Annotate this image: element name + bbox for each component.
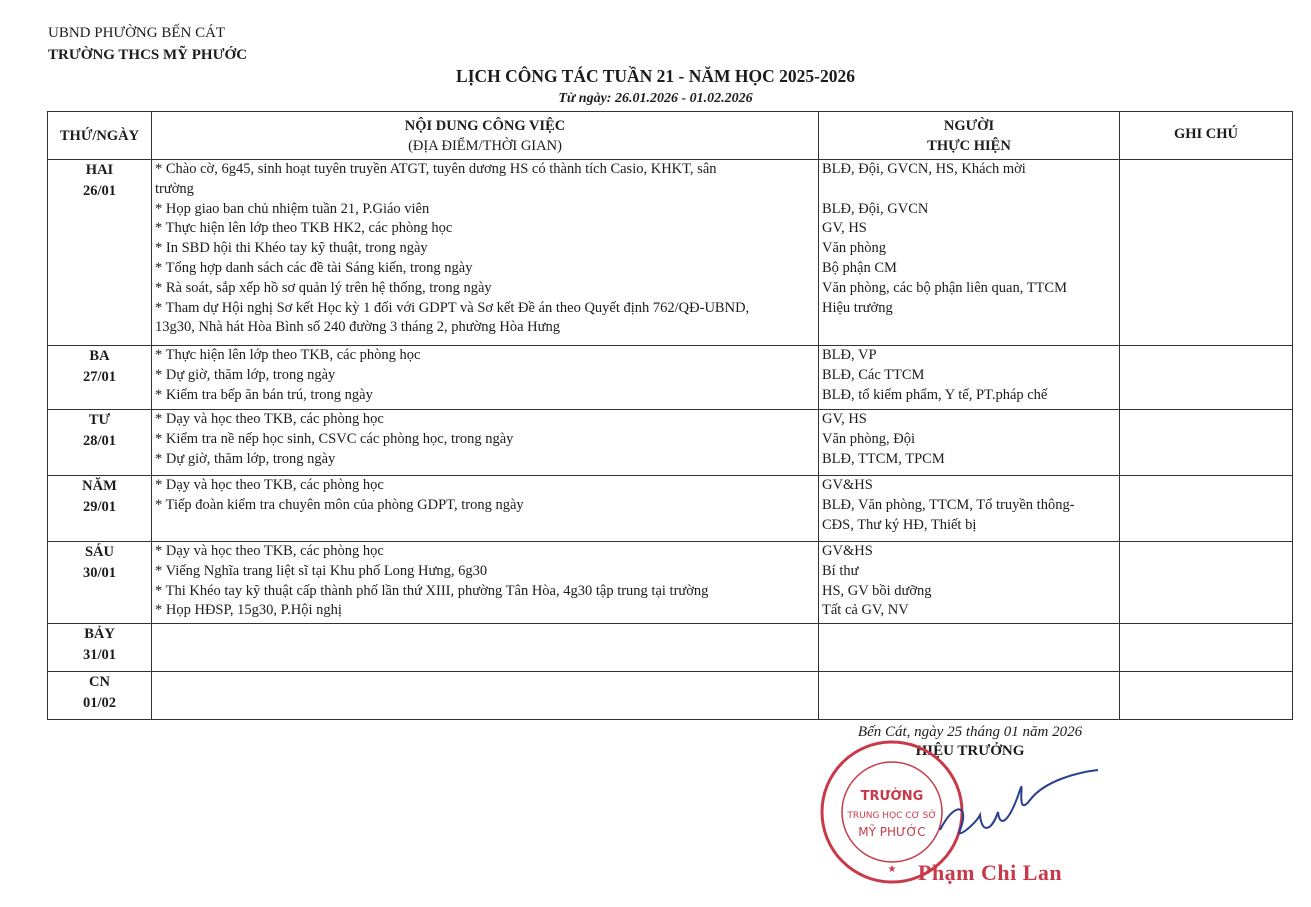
day-name: BẢY <box>84 626 115 642</box>
signer-name: Phạm Chi Lan <box>918 860 1063 885</box>
task-line: * Họp giao ban chủ nhiệm tuần 21, P.Giáo viên <box>155 200 430 217</box>
tasks-cell <box>152 410 819 476</box>
person-line: HS, GV bồi dưỡng <box>822 582 932 599</box>
people-cell <box>819 476 1120 542</box>
day-name: SÁU <box>84 544 114 560</box>
day-cell <box>48 410 152 476</box>
task-line: * Thực hiện lên lớp theo TKB HK2, các phòng học <box>155 220 453 237</box>
task-line: * Dạy và học theo TKB, các phòng học <box>155 543 384 559</box>
table-row <box>48 160 1293 346</box>
header-day: THỨ/NGÀY <box>48 112 152 160</box>
svg-text:TRƯỜNG: TRƯỜNG <box>860 789 924 804</box>
person-line: Văn phòng, Đội <box>822 430 916 447</box>
day-name: HAI <box>85 162 114 178</box>
note-cell <box>1120 542 1293 624</box>
day-name: NĂM <box>82 478 117 494</box>
people-cell <box>819 410 1120 476</box>
person-line: GV, HS <box>822 220 867 237</box>
school-name: TRƯỜNG THCS MỸ PHƯỚC <box>48 47 248 63</box>
task-line: * Viếng Nghĩa trang liệt sĩ tại Khu phố Long Hưng, 6g30 <box>155 562 488 579</box>
tasks-cell <box>152 624 819 672</box>
day-date: 30/01 <box>82 565 117 581</box>
header-person: NGƯỜI THỰC HIỆN <box>819 112 1120 160</box>
day-cell <box>48 476 152 542</box>
person-line: Hiệu trưởng <box>822 299 893 316</box>
person-line: BLĐ, TTCM, TPCM <box>822 450 945 467</box>
note-cell <box>1120 476 1293 542</box>
tasks-cell <box>152 542 819 624</box>
person-line: BLĐ, tổ kiểm phẩm, Y tế, PT.pháp chế <box>822 386 1048 403</box>
person-line: BLĐ, Đội, GVCN, HS, Khách mời <box>822 161 1026 177</box>
task-line: trường <box>155 180 194 197</box>
task-line: * Dạy và học theo TKB, các phòng học <box>155 411 384 427</box>
people-cell <box>819 624 1120 672</box>
day-cell <box>48 160 152 346</box>
people-cell <box>819 542 1120 624</box>
day-cell <box>48 542 152 624</box>
task-line: * Tổng hợp danh sách các đề tài Sáng kiến, trong ngày <box>155 259 473 276</box>
tasks-cell <box>152 160 819 346</box>
person-line <box>822 180 1116 200</box>
person-line: Bí thư <box>822 562 859 579</box>
person-line: GV&HS <box>822 543 873 559</box>
person-line: BLĐ, Các TTCM <box>822 366 925 383</box>
person-line: BLĐ, Văn phòng, TTCM, Tổ truyền thông- <box>822 496 1075 513</box>
table-row <box>48 542 1293 624</box>
person-line: Tất cả GV, NV <box>822 602 909 619</box>
page-title: LỊCH CÔNG TÁC TUẦN 21 - NĂM HỌC 2025-2026 <box>456 66 855 86</box>
person-line: CĐS, Thư ký HĐ, Thiết bị <box>822 516 977 533</box>
svg-text:★: ★ <box>887 864 897 875</box>
note-cell <box>1120 672 1293 720</box>
task-line: * Dự giờ, thăm lớp, trong ngày <box>155 366 336 383</box>
task-line: * Dự giờ, thăm lớp, trong ngày <box>155 450 336 467</box>
header-note: GHI CHÚ <box>1120 112 1293 160</box>
table-row <box>48 410 1293 476</box>
note-cell <box>1120 624 1293 672</box>
task-line: * Chào cờ, 6g45, sinh hoạt tuyên truyền ATGT, tuyên dương HS có thành tích Casio, KHKT, sân <box>155 161 717 177</box>
day-date: 28/01 <box>82 433 117 449</box>
svg-text:MỸ PHƯỚC: MỸ PHƯỚC <box>858 825 926 839</box>
tasks-cell <box>152 672 819 720</box>
schedule-table <box>47 111 1293 720</box>
header-content: NỘI DUNG CÔNG VIỆC (ĐỊA ĐIỂM/THỜI GIAN) <box>152 112 819 160</box>
person-line: GV&HS <box>822 477 873 493</box>
svg-text:TRUNG HỌC CƠ SỞ: TRUNG HỌC CƠ SỞ <box>847 811 937 821</box>
note-cell <box>1120 410 1293 476</box>
day-date: 29/01 <box>82 499 117 515</box>
task-line: * Thi Khéo tay kỹ thuật cấp thành phố lần thứ XIII, phường Tân Hòa, 4g30 tập trung tại trường <box>155 582 709 599</box>
person-line: Bộ phận CM <box>822 259 897 276</box>
day-date: 31/01 <box>82 647 117 663</box>
task-line: * Kiểm tra nề nếp học sinh, CSVC các phòng học, trong ngày <box>155 430 514 447</box>
date-range: Từ ngày: 26.01.2026 - 01.02.2026 <box>558 91 753 106</box>
task-line: * Tham dự Hội nghị Sơ kết Học kỳ 1 đối với GDPT và Sơ kết Đề án theo Quyết định 762/QĐ-UBND, <box>155 299 750 316</box>
task-line: * Rà soát, sắp xếp hồ sơ quản lý trên hệ thống, trong ngày <box>155 279 492 296</box>
person-line: GV, HS <box>822 411 867 427</box>
table-row <box>48 346 1293 410</box>
person-line <box>822 318 1116 338</box>
task-line: 13g30, Nhà hát Hòa Bình số 240 đường 3 tháng 2, phường Hòa Hưng <box>155 319 561 336</box>
document-header <box>48 22 247 66</box>
day-name: CN <box>89 674 110 690</box>
day-cell <box>48 346 152 410</box>
person-line: BLĐ, VP <box>822 347 877 363</box>
table-row <box>48 476 1293 542</box>
tasks-cell <box>152 346 819 410</box>
people-cell <box>819 160 1120 346</box>
task-line: * Dạy và học theo TKB, các phòng học <box>155 477 384 493</box>
day-date: 01/02 <box>82 695 117 711</box>
organization-name: UBND PHƯỜNG BẾN CÁT <box>48 25 226 41</box>
person-line: Văn phòng <box>822 240 887 257</box>
task-line: * Tiếp đoàn kiểm tra chuyên môn của phòng GDPT, trong ngày <box>155 496 524 513</box>
day-cell <box>48 624 152 672</box>
note-cell <box>1120 346 1293 410</box>
task-line: * Họp HĐSP, 15g30, P.Hội nghị <box>155 602 342 619</box>
day-date: 26/01 <box>82 183 117 199</box>
handwritten-signature <box>930 760 1100 850</box>
signature-date: Bến Cát, ngày 25 tháng 01 năm 2026 <box>857 724 1083 740</box>
day-name: BA <box>89 348 110 364</box>
task-line: * Kiểm tra bếp ăn bán trú, trong ngày <box>155 386 373 403</box>
table-row <box>48 624 1293 672</box>
task-line: * Thực hiện lên lớp theo TKB, các phòng học <box>155 347 421 363</box>
task-line: * In SBD hội thi Khéo tay kỹ thuật, trong ngày <box>155 240 428 257</box>
person-line: Văn phòng, các bộ phận liên quan, TTCM <box>822 279 1067 296</box>
table-row <box>48 672 1293 720</box>
people-cell <box>819 346 1120 410</box>
note-cell <box>1120 160 1293 346</box>
day-name: TƯ <box>88 412 111 428</box>
person-line: BLĐ, Đội, GVCN <box>822 200 929 217</box>
people-cell <box>819 672 1120 720</box>
day-cell <box>48 672 152 720</box>
signature-role: HIỆU TRƯỞNG <box>915 743 1025 759</box>
day-date: 27/01 <box>82 369 117 385</box>
tasks-cell <box>152 476 819 542</box>
